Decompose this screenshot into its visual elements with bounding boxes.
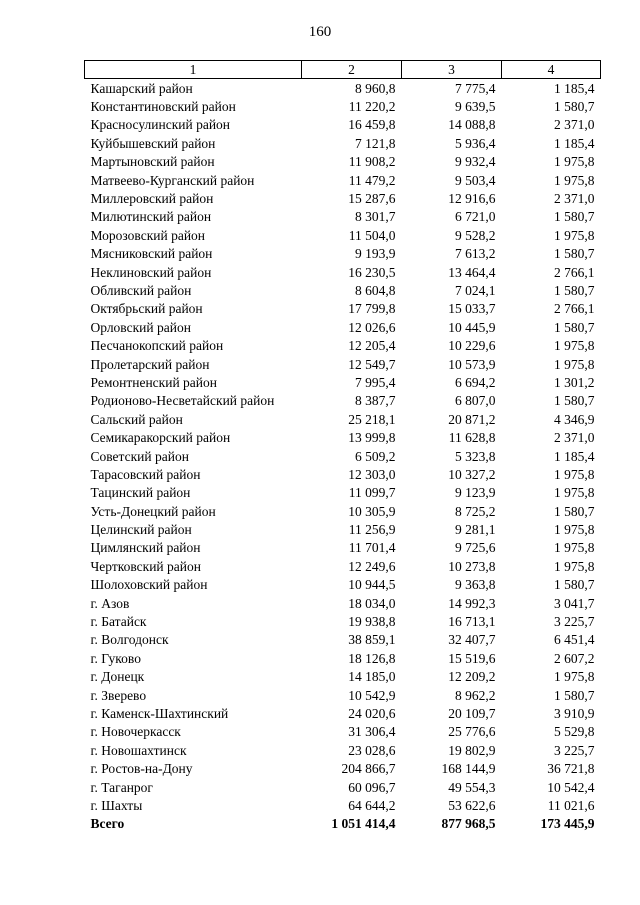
row-col-4: 4 346,9: [554, 411, 595, 427]
row-col-4: 1 580,7: [554, 246, 595, 262]
row-name: г. Шахты: [90, 797, 143, 813]
row-col-2: 11 701,4: [348, 540, 396, 556]
row-name: г. Азов: [90, 595, 130, 611]
row-name: Орловский район: [90, 319, 191, 335]
table-row: [85, 520, 601, 538]
row-col-3: 6 721,0: [455, 209, 496, 225]
row-col-4: 11 021,6: [547, 797, 595, 813]
row-col-2: 10 542,9: [348, 687, 396, 703]
table-row: [85, 410, 601, 428]
row-col-4: 1 975,8: [554, 485, 595, 501]
row-name: Песчанокопский район: [90, 338, 224, 354]
row-name: г. Новочеркасск: [90, 724, 181, 740]
row-col-2: 7 121,8: [355, 135, 396, 151]
row-col-3: 20 109,7: [448, 705, 496, 721]
row-col-3: 7 775,4: [455, 80, 496, 96]
row-col-2: 60 096,7: [348, 779, 396, 795]
row-col-2: 10 305,9: [348, 503, 396, 519]
row-col-4: 10 542,4: [547, 779, 595, 795]
row-col-2: 11 504,0: [348, 227, 396, 243]
table-row: [85, 245, 601, 263]
row-col-2: 13 999,8: [348, 430, 396, 446]
row-col-4: 1 975,8: [554, 669, 595, 685]
row-col-4: 1 975,8: [554, 227, 595, 243]
row-name: Ремонтненский район: [90, 374, 217, 390]
row-col-4: 2 371,0: [554, 117, 595, 133]
table-row: [85, 447, 601, 465]
row-col-3: 10 229,6: [448, 338, 496, 354]
row-col-2: 8 387,7: [355, 393, 396, 409]
row-col-2: 19 938,8: [348, 614, 396, 630]
row-name: Константиновский район: [90, 99, 236, 115]
header-col-2: 2: [302, 61, 402, 79]
table-row: [85, 704, 601, 722]
row-col-2: 23 028,6: [348, 742, 396, 758]
row-col-3: 6 807,0: [455, 393, 496, 409]
row-name: Семикаракорский район: [90, 430, 231, 446]
table-body: [85, 79, 601, 834]
row-col-2: 8 301,7: [355, 209, 396, 225]
row-col-3: 19 802,9: [448, 742, 496, 758]
row-name: Родионово-Несветайский район: [90, 393, 275, 409]
row-name: Красносулинский район: [90, 117, 231, 133]
table-row: [85, 686, 601, 704]
row-col-3: 10 273,8: [448, 558, 496, 574]
table-row: [85, 300, 601, 318]
row-col-2: 11 256,9: [348, 522, 396, 538]
row-col-4: 1 975,8: [554, 172, 595, 188]
table-row: [85, 281, 601, 299]
row-name: Чертковский район: [90, 558, 201, 574]
row-name: Обливский район: [90, 282, 192, 298]
header-col-4: 4: [502, 61, 601, 79]
row-name: г. Ростов-на-Дону: [90, 761, 193, 777]
table-row: [85, 226, 601, 244]
row-col-3: 12 916,6: [448, 191, 496, 207]
table-row: [85, 723, 601, 741]
row-col-3: 168 144,9: [441, 761, 496, 777]
row-col-4: 1 975,8: [554, 558, 595, 574]
table-header: [85, 61, 601, 79]
row-name: г. Донецк: [90, 669, 145, 685]
row-col-4: 1 185,4: [554, 448, 595, 464]
row-col-3: 8 725,2: [455, 503, 496, 519]
row-col-4: 1 580,7: [554, 319, 595, 335]
table-row: [85, 263, 601, 281]
row-col-2: 18 034,0: [348, 595, 396, 611]
row-col-2: 15 287,6: [348, 191, 396, 207]
row-col-3: 15 519,6: [448, 650, 496, 666]
row-col-4: 2 766,1: [554, 264, 595, 280]
total-label: Всего: [90, 816, 125, 832]
row-col-4: 1 580,7: [554, 99, 595, 115]
table-row: [85, 539, 601, 557]
row-name: Шолоховский район: [90, 577, 208, 593]
table-row: [85, 79, 601, 98]
row-col-3: 9 503,4: [455, 172, 496, 188]
row-col-3: 6 694,2: [455, 374, 496, 390]
row-col-2: 17 799,8: [348, 301, 396, 317]
table-row: [85, 557, 601, 575]
header-col-1: 1: [85, 61, 302, 79]
row-col-3: 10 573,9: [448, 356, 496, 372]
table-row: [85, 208, 601, 226]
row-col-2: 7 995,4: [355, 374, 396, 390]
row-col-2: 8 960,8: [355, 80, 396, 96]
row-col-3: 5 936,4: [455, 135, 496, 151]
table-row: [85, 759, 601, 777]
row-col-4: 1 580,7: [554, 282, 595, 298]
row-col-4: 3 910,9: [554, 705, 595, 721]
table-row: [85, 465, 601, 483]
row-name: Октябрьский район: [90, 301, 203, 317]
table-row: [85, 134, 601, 152]
row-col-3: 8 962,2: [455, 687, 496, 703]
table-row: [85, 576, 601, 594]
row-col-2: 16 230,5: [348, 264, 396, 280]
table-row: [85, 796, 601, 814]
row-col-2: 9 193,9: [355, 246, 396, 262]
row-col-3: 9 363,8: [455, 577, 496, 593]
row-name: Тацинский район: [90, 485, 191, 501]
row-col-3: 14 992,3: [448, 595, 496, 611]
row-col-4: 5 529,8: [554, 724, 595, 740]
row-col-3: 10 445,9: [448, 319, 496, 335]
table-row: [85, 668, 601, 686]
row-col-2: 12 249,6: [348, 558, 396, 574]
row-name: Тарасовский район: [90, 466, 201, 482]
row-col-3: 5 323,8: [455, 448, 496, 464]
row-col-4: 1 580,7: [554, 577, 595, 593]
row-col-3: 9 639,5: [455, 99, 496, 115]
row-col-2: 12 303,0: [348, 466, 396, 482]
row-col-4: 1 580,7: [554, 393, 595, 409]
total-col-3: 877 968,5: [441, 816, 496, 832]
table-row: [85, 502, 601, 520]
row-name: Мартыновский район: [90, 154, 215, 170]
row-col-2: 204 866,7: [341, 761, 396, 777]
table-row: [85, 336, 601, 354]
table-row: [85, 741, 601, 759]
table-row: [85, 153, 601, 171]
row-name: г. Гуково: [90, 650, 141, 666]
row-col-2: 12 026,6: [348, 319, 396, 335]
row-col-3: 53 622,6: [448, 797, 496, 813]
row-col-2: 16 459,8: [348, 117, 396, 133]
row-name: г. Новошахтинск: [90, 742, 187, 758]
row-col-2: 12 549,7: [348, 356, 396, 372]
row-col-3: 12 209,2: [448, 669, 496, 685]
row-col-4: 1 975,8: [554, 338, 595, 354]
table-row: [85, 373, 601, 391]
row-col-3: 13 464,4: [448, 264, 496, 280]
row-col-3: 25 776,6: [448, 724, 496, 740]
row-name: г. Волгодонск: [90, 632, 169, 648]
row-col-2: 11 099,7: [348, 485, 396, 501]
row-col-3: 49 554,3: [448, 779, 496, 795]
row-col-4: 36 721,8: [547, 761, 595, 777]
budget-table: [84, 60, 601, 833]
row-name: Целинский район: [90, 522, 192, 538]
row-col-3: 16 713,1: [448, 614, 496, 630]
row-col-3: 20 871,2: [448, 411, 496, 427]
table-row: [85, 612, 601, 630]
row-name: г. Батайск: [90, 614, 147, 630]
row-col-4: 2 607,2: [554, 650, 595, 666]
row-col-4: 1 580,7: [554, 687, 595, 703]
row-col-4: 3 041,7: [554, 595, 595, 611]
row-name: г. Зверево: [90, 687, 147, 703]
total-col-2: 1 051 414,4: [331, 816, 396, 832]
row-col-2: 10 944,5: [348, 577, 396, 593]
header-col-3: 3: [402, 61, 502, 79]
table-row: [85, 355, 601, 373]
row-name: Куйбышевский район: [90, 135, 216, 151]
table-row: [85, 116, 601, 134]
row-name: Усть-Донецкий район: [90, 503, 216, 519]
table-row: [85, 189, 601, 207]
row-col-3: 15 033,7: [448, 301, 496, 317]
row-col-4: 3 225,7: [554, 614, 595, 630]
row-col-2: 18 126,8: [348, 650, 396, 666]
row-col-2: 64 644,2: [348, 797, 396, 813]
row-col-2: 11 220,2: [348, 99, 396, 115]
row-name: Морозовский район: [90, 227, 206, 243]
row-col-3: 10 327,2: [448, 466, 496, 482]
row-col-4: 1 185,4: [554, 80, 595, 96]
row-name: Советский район: [90, 448, 189, 464]
row-col-4: 1 185,4: [554, 135, 595, 151]
row-col-3: 7 613,2: [455, 246, 496, 262]
row-col-2: 14 185,0: [348, 669, 396, 685]
row-col-4: 2 371,0: [554, 430, 595, 446]
row-col-4: 1 975,8: [554, 356, 595, 372]
header-row: [85, 61, 601, 79]
row-col-2: 25 218,1: [348, 411, 396, 427]
table-row: [85, 484, 601, 502]
row-col-4: 1 975,8: [554, 522, 595, 538]
row-name: Пролетарский район: [90, 356, 210, 372]
row-col-4: 1 580,7: [554, 209, 595, 225]
row-name: Матвеево-Курганский район: [90, 172, 255, 188]
row-name: Цимлянский район: [90, 540, 201, 556]
row-col-2: 11 908,2: [348, 154, 396, 170]
row-col-3: 9 932,4: [455, 154, 496, 170]
row-col-3: 7 024,1: [455, 282, 496, 298]
row-name: Неклиновский район: [90, 264, 212, 280]
row-col-2: 6 509,2: [355, 448, 396, 464]
row-col-4: 2 371,0: [554, 191, 595, 207]
row-col-3: 9 123,9: [455, 485, 496, 501]
row-col-4: 1 301,2: [554, 374, 595, 390]
row-col-2: 24 020,6: [348, 705, 396, 721]
row-col-3: 9 281,1: [455, 522, 496, 538]
row-name: Сальский район: [90, 411, 183, 427]
total-col-4: 173 445,9: [540, 816, 595, 832]
table-row: [85, 318, 601, 336]
row-col-4: 1 975,8: [554, 540, 595, 556]
table-row: [85, 649, 601, 667]
row-col-2: 31 306,4: [348, 724, 396, 740]
row-name: г. Таганрог: [90, 779, 153, 795]
row-name: Милютинский район: [90, 209, 212, 225]
row-col-4: 1 975,8: [554, 154, 595, 170]
table-row: [85, 428, 601, 446]
table-row: [85, 392, 601, 410]
row-col-4: 1 975,8: [554, 466, 595, 482]
row-col-2: 11 479,2: [348, 172, 396, 188]
row-col-4: 1 580,7: [554, 503, 595, 519]
table-row: [85, 97, 601, 115]
row-col-4: 6 451,4: [554, 632, 595, 648]
row-col-2: 8 604,8: [355, 282, 396, 298]
row-col-3: 9 725,6: [455, 540, 496, 556]
table-row: [85, 631, 601, 649]
page-number: 160: [308, 24, 332, 40]
row-col-2: 12 205,4: [348, 338, 396, 354]
row-col-2: 38 859,1: [348, 632, 396, 648]
row-col-3: 14 088,8: [448, 117, 496, 133]
table-row: [85, 778, 601, 796]
row-col-4: 3 225,7: [554, 742, 595, 758]
total-row: [85, 815, 601, 833]
row-col-4: 2 766,1: [554, 301, 595, 317]
table-row: [85, 171, 601, 189]
row-name: Мясниковский район: [90, 246, 213, 262]
row-col-3: 32 407,7: [448, 632, 496, 648]
row-col-3: 11 628,8: [448, 430, 496, 446]
row-name: г. Каменск-Шахтинский: [90, 705, 229, 721]
row-name: Миллеровский район: [90, 191, 214, 207]
row-col-3: 9 528,2: [455, 227, 496, 243]
table-row: [85, 594, 601, 612]
row-name: Кашарский район: [90, 80, 193, 96]
